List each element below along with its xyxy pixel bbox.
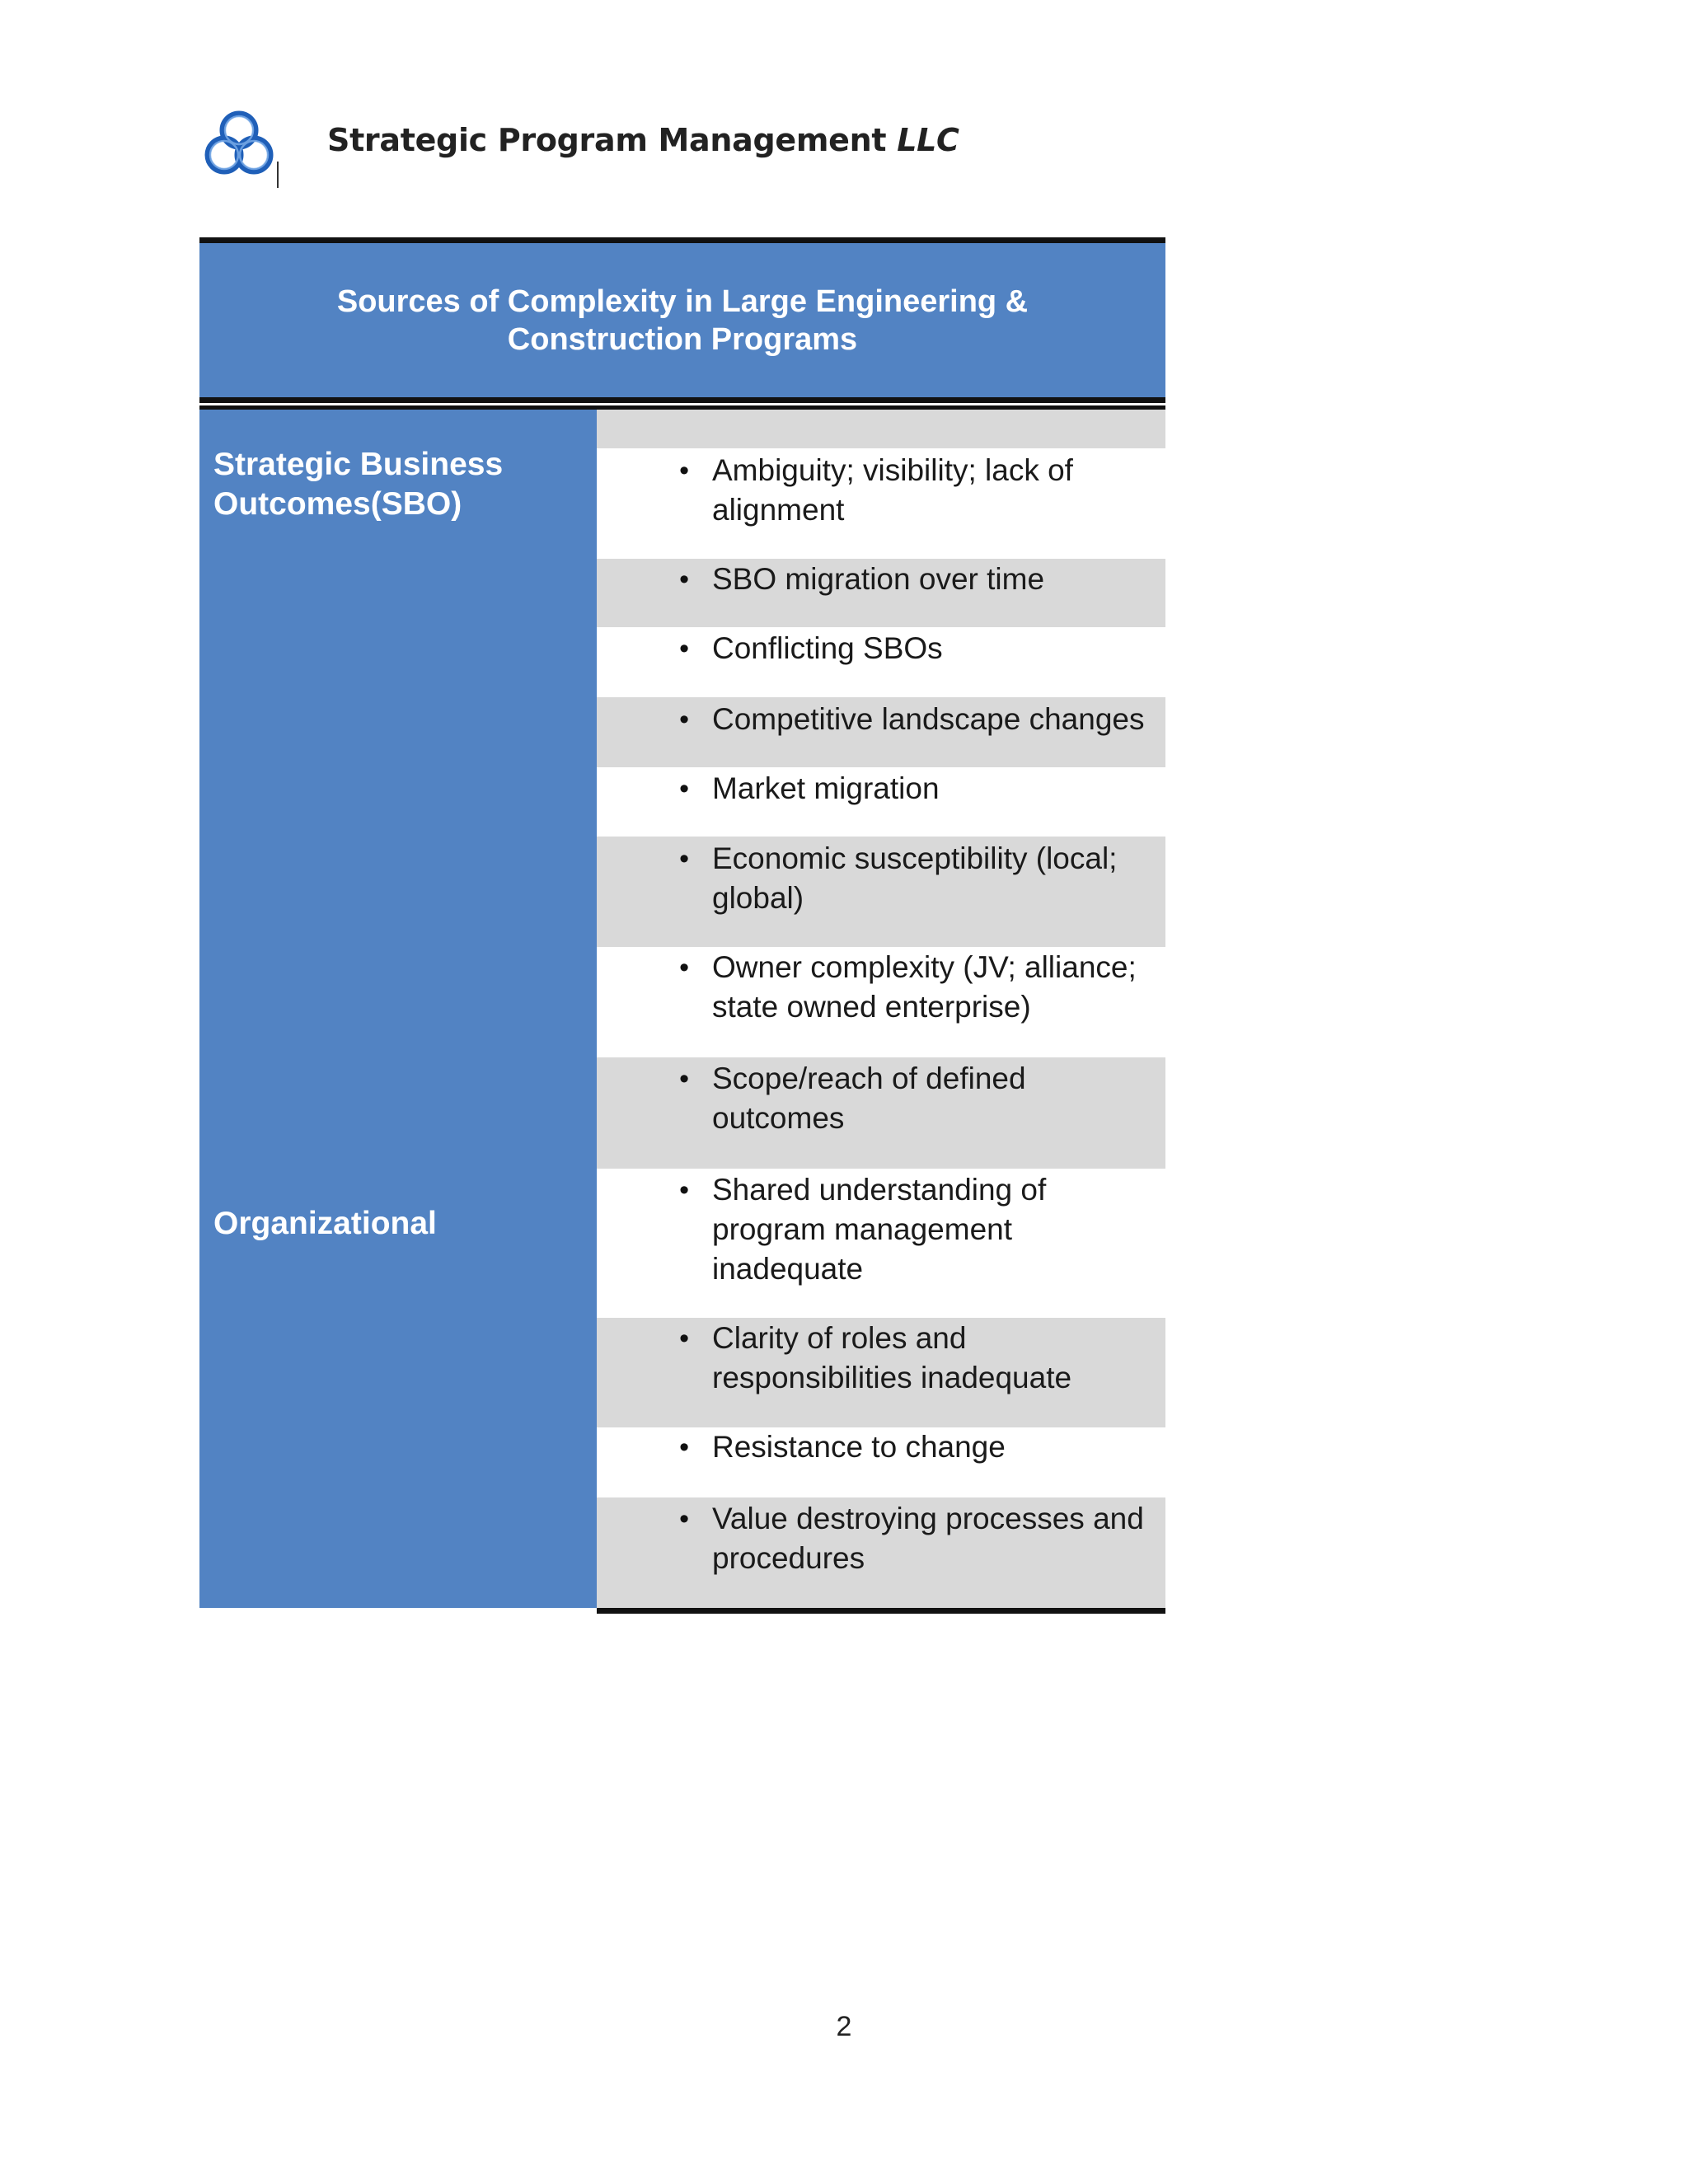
list-item <box>597 1318 1165 1427</box>
list-item-text: Ambiguity; visibility; lack of alignment <box>712 453 1073 527</box>
bullet-icon: • <box>679 564 689 595</box>
letterhead <box>199 105 959 196</box>
list-item-text: Economic susceptibility (local; global) <box>712 841 1118 915</box>
list-item <box>597 947 1165 1057</box>
company-suffix: LLC <box>897 122 959 158</box>
bullet-icon: • <box>679 1174 689 1206</box>
list-item <box>597 1427 1165 1497</box>
list-item <box>597 1497 1165 1608</box>
list-item-text: SBO migration over time <box>712 562 1045 596</box>
table-header-rule <box>199 397 1165 410</box>
category-column <box>199 410 597 1608</box>
bullet-icon: • <box>679 773 689 804</box>
list-item-text: Scope/reach of defined outcomes <box>712 1062 1026 1135</box>
items-column <box>597 410 1165 1614</box>
list-item <box>597 627 1165 697</box>
company-name <box>327 122 959 158</box>
table-bottom-rule <box>597 1608 1165 1614</box>
list-item <box>597 1169 1165 1318</box>
list-item-text: Resistance to change <box>712 1430 1006 1464</box>
list-item <box>597 767 1165 837</box>
table-top-rule <box>199 237 1165 243</box>
bullet-icon: • <box>679 1323 689 1354</box>
list-item <box>597 697 1165 767</box>
list-item <box>597 559 1165 627</box>
bullet-icon: • <box>679 704 689 735</box>
bullet-icon: • <box>679 1503 689 1535</box>
complexity-sources-table <box>199 237 1165 1614</box>
bullet-icon: • <box>679 633 689 664</box>
list-item-text: Market migration <box>712 771 940 805</box>
table-body <box>199 410 1165 1614</box>
bullet-icon: • <box>679 1063 689 1094</box>
interlocking-rings-logo-icon <box>199 105 279 185</box>
list-item-text: Owner complexity (JV; alliance; state owned enterprise) <box>712 950 1137 1024</box>
list-item <box>597 448 1165 559</box>
bullet-icon: • <box>679 952 689 983</box>
items-header-strip <box>597 410 1165 448</box>
logo-divider <box>277 162 279 188</box>
page-number: 2 <box>836 2011 852 2042</box>
bullet-icon: • <box>679 1432 689 1463</box>
list-item-text: Conflicting SBOs <box>712 631 943 665</box>
category-strategic-business-outcomes: Strategic Business Outcomes(SBO) <box>213 447 504 522</box>
list-item-text: Value destroying processes and procedures <box>712 1502 1144 1575</box>
table-header <box>199 243 1165 397</box>
bullet-icon: • <box>679 843 689 874</box>
category-organizational: Organizational <box>213 1206 437 1241</box>
list-item <box>597 837 1165 947</box>
company-name-text: Strategic Program Management <box>327 122 887 158</box>
list-item-text: Competitive landscape changes <box>712 702 1145 736</box>
list-item <box>597 1057 1165 1169</box>
list-item-text: Shared understanding of program management inadequate <box>712 1173 1047 1286</box>
bullet-icon: • <box>679 455 689 486</box>
list-item-text: Clarity of roles and responsibilities inadequate <box>712 1321 1072 1394</box>
table-title: Sources of Complexity in Large Engineering & Construction Programs <box>336 284 1029 357</box>
